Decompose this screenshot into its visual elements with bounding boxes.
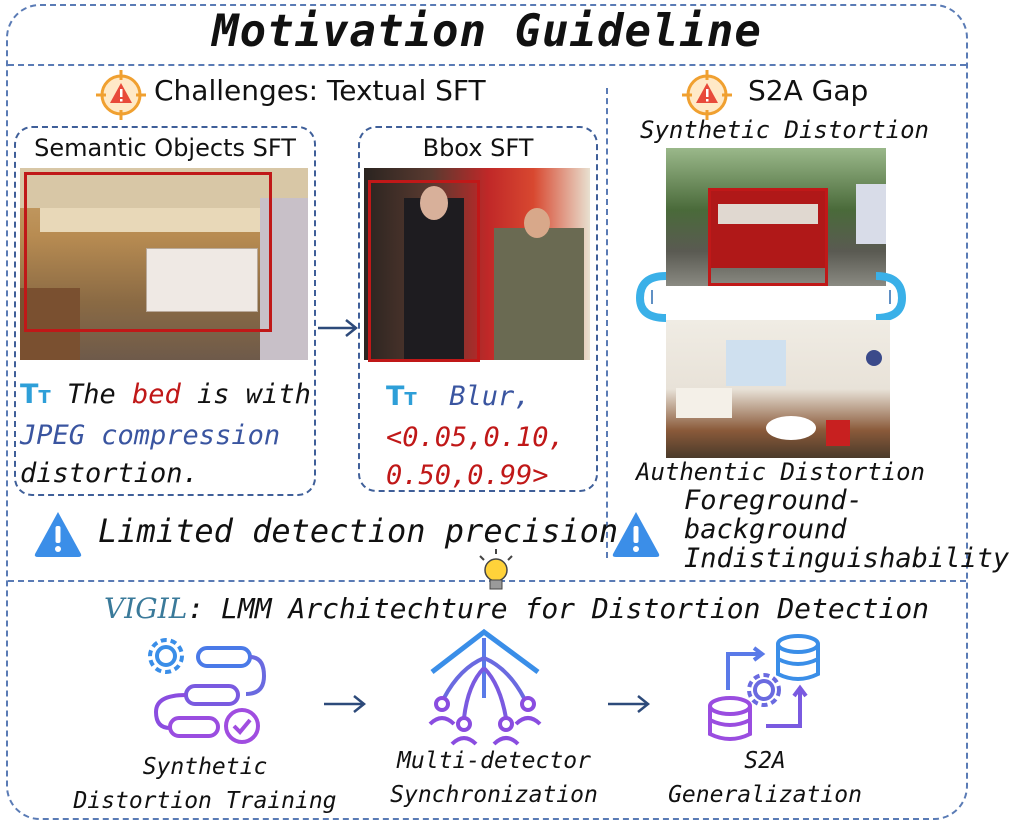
vigil-subtitle: : LMM Architechture for Distortion Detection xyxy=(187,592,930,625)
living-room-photo xyxy=(666,320,890,458)
gap-bracket-icon xyxy=(630,268,912,326)
title-divider xyxy=(8,64,966,66)
vigil-heading xyxy=(104,592,929,625)
text-type-icon: TT xyxy=(386,381,417,412)
s2a-gap-title: S2A Gap xyxy=(748,74,869,107)
semantic-sft-caption: Semantic Objects SFT xyxy=(34,134,296,162)
warning-icon xyxy=(32,508,84,560)
synthetic-distortion-label: Synthetic Distortion xyxy=(640,116,929,144)
lightbulb-icon xyxy=(476,548,516,594)
column-divider xyxy=(606,88,608,558)
warning-icon xyxy=(610,508,662,560)
target-warning-icon xyxy=(680,68,734,122)
text-type-icon: TT xyxy=(20,379,51,410)
target-warning-icon xyxy=(94,68,148,122)
step-multi-detector: Multi-detector Synchronization xyxy=(390,748,598,808)
workflow-gear-icon xyxy=(146,636,270,746)
step-synthetic-training: Synthetic Distortion Training xyxy=(73,754,337,814)
vigil-name: VIGIL xyxy=(104,592,188,625)
arrow-right-icon xyxy=(606,692,652,716)
bbox-sft-text: TT Blur, <0.05,0.10, 0.50,0.99> xyxy=(386,381,565,491)
bbox-sft-caption: Bbox SFT xyxy=(422,134,534,162)
arrow-right-icon xyxy=(322,692,368,716)
fg-bg-warning: Foreground- background Indistinguishability xyxy=(684,485,1009,574)
person-bbox xyxy=(368,180,480,362)
network-users-icon xyxy=(420,628,550,746)
step-s2a-generalization: S2A Generalization xyxy=(668,748,862,808)
challenges-title: Challenges: Textual SFT xyxy=(154,74,486,107)
semantic-sft-text: TT The bed is with JPEG compression distortion. xyxy=(20,379,311,489)
limited-precision-warning: Limited detection precision xyxy=(98,512,619,550)
database-sync-icon xyxy=(704,630,828,748)
arrow-right-icon xyxy=(316,316,360,340)
page-title: Motivation Guideline xyxy=(212,6,762,57)
bed-bbox xyxy=(24,172,272,332)
authentic-distortion-label: Authentic Distortion xyxy=(636,458,925,486)
